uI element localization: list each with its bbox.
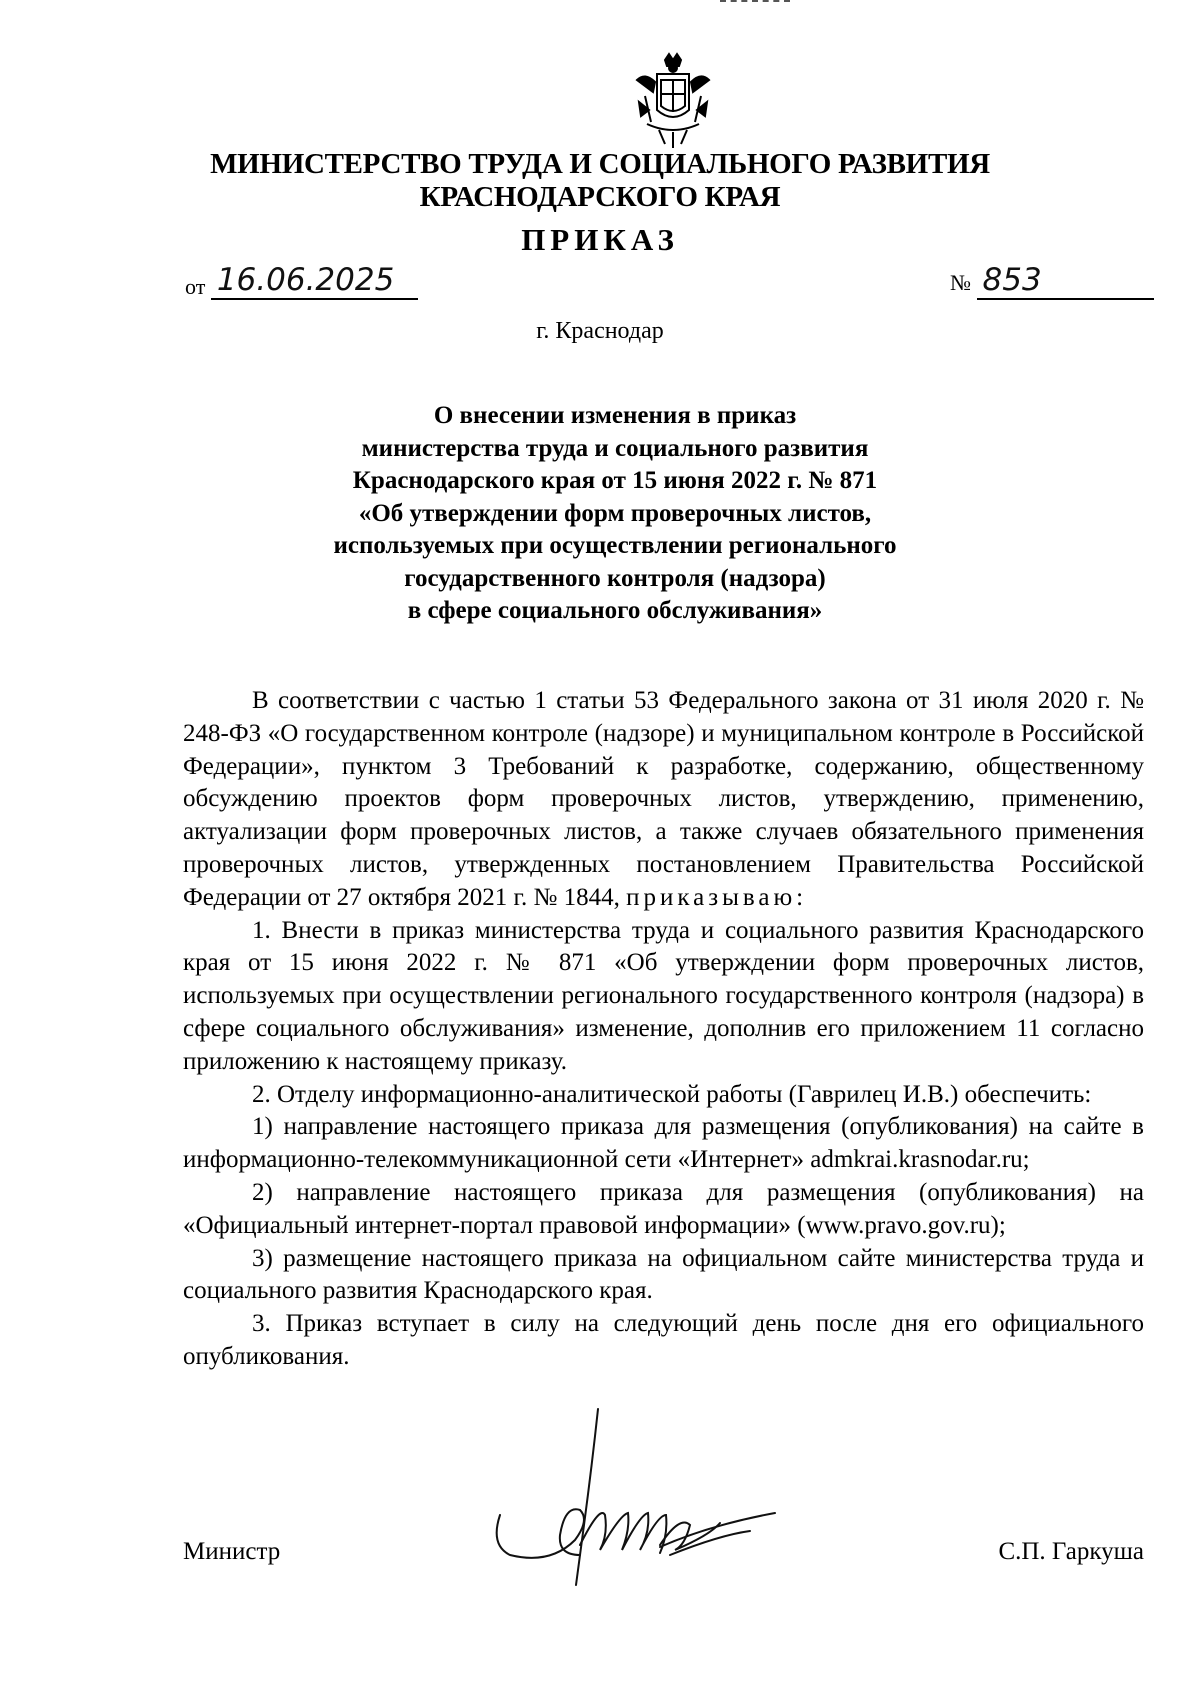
coat-of-arms-icon	[625, 52, 721, 152]
ministry-name	[0, 148, 1200, 214]
handwritten-date: 16.06.2025	[211, 262, 418, 300]
paragraph-1: 1. Внести в приказ министерства труда и социального развития Краснодарского края от 15 июня 2022 г. № 871 «Об утверждении форм проверочных листов, используемых при осуществлении регионального государственного контроля (надзора) в сфере социального обслуживания» изменение, дополнив его приложением 11 согласно приложению к настоящему приказу.	[183, 916, 1144, 1075]
city: г. Краснодар	[536, 318, 664, 344]
handwritten-number: 853	[977, 262, 1154, 300]
number-prefix: №	[950, 270, 971, 295]
date-row	[185, 262, 418, 300]
ministry-line-1: МИНИСТЕРСТВО ТРУДА И СОЦИАЛЬНОГО РАЗВИТИЯ	[210, 148, 990, 180]
document-type: ПРИКАЗ	[521, 222, 679, 257]
subject-line: О внесении изменения в приказ	[433, 402, 797, 429]
subject-line: в сфере социального обслуживания»	[407, 597, 823, 624]
subject-line: «Об утверждении форм проверочных листов,	[358, 499, 872, 527]
order-body	[183, 685, 1144, 1374]
paragraph-2-item-1: 1) направление настоящего приказа для размещения (опубликования) на сайте в информационно-телекоммуникационной сети «Интернет» admkrai.krasnodar.ru;	[183, 1113, 1144, 1174]
signer-title: Министр	[183, 1538, 281, 1565]
signer-name: С.П. Гаркуша	[998, 1538, 1144, 1565]
subject-line: министерства труда и социального развития	[361, 434, 869, 462]
scan-edge-mark	[720, 0, 790, 2]
date-prefix: от	[185, 274, 206, 299]
handwritten-signature	[480, 1405, 780, 1595]
preamble-text: В соответствии с частью 1 статьи 53 Федерального закона от 31 июля 2020 г. № 248-ФЗ «О государственном контроле (надзоре) и муниципальном контроле в Российской Федерации», пунктом 3 Требований к разработке, содержанию, общественному обсуждению проектов форм проверочных листов, утверждению, применению, актуализации форм проверочных листов, а также случаев обязательного применения проверочных листов, утвержденных постановлением Правительства Российской Федерации от 27 октября 2021 г. № 1844,	[183, 687, 1144, 911]
subject-line: используемых при осуществлении регионального	[333, 532, 897, 559]
subject-line: Краснодарского края от 15 июня 2022 г. № 871	[352, 467, 878, 494]
subject-line: государственного контроля (надзора)	[404, 564, 826, 592]
preamble-paragraph	[183, 685, 1144, 915]
ministry-line-2: КРАСНОДАРСКОГО КРАЯ	[419, 181, 781, 213]
order-word: приказываю:	[626, 883, 808, 911]
order-subject	[250, 400, 980, 628]
paragraph-2: 2. Отделу информационно-аналитической работы (Гаврилец И.В.) обеспечить:	[252, 1080, 1092, 1108]
paragraph-2-item-3: 3) размещение настоящего приказа на официальном сайте министерства труда и социального развития Краснодарского края.	[183, 1244, 1144, 1305]
number-row	[950, 262, 1154, 300]
paragraph-3: 3. Приказ вступает в силу на следующий день после дня его официального опубликования.	[183, 1310, 1144, 1370]
paragraph-2-item-2: 2) направление настоящего приказа для размещения (опубликования) на «Официальный интернет-портал правовой информации» (www.pravo.gov.ru);	[183, 1178, 1144, 1239]
